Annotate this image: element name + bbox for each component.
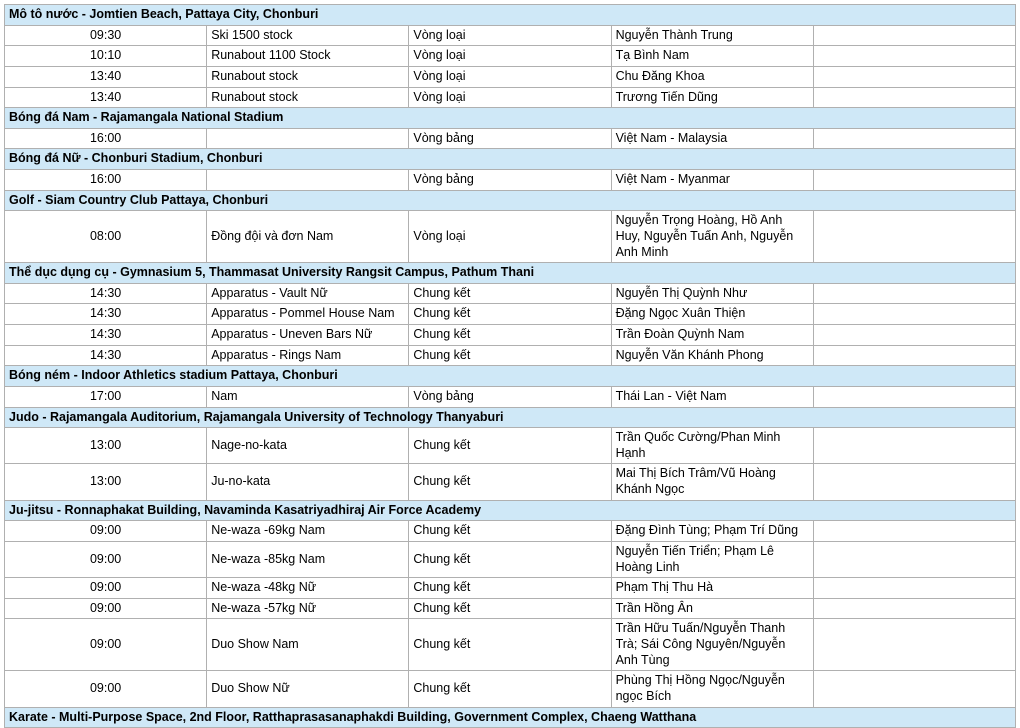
table-row <box>5 464 1016 500</box>
table-row <box>5 66 1016 87</box>
table-row <box>5 325 1016 346</box>
cell-extra <box>813 170 1015 191</box>
cell-extra <box>813 671 1015 707</box>
cell-time: 16:00 <box>5 128 207 149</box>
cell-round: Vòng loại <box>409 46 611 67</box>
table-row <box>5 345 1016 366</box>
competition-schedule-table <box>4 4 1016 728</box>
table-row <box>5 428 1016 464</box>
table-row <box>5 386 1016 407</box>
cell-round: Chung kết <box>409 541 611 577</box>
cell-round: Chung kết <box>409 464 611 500</box>
cell-round: Chung kết <box>409 619 611 671</box>
cell-athletes: Nguyễn Tiến Triển; Phạm Lê Hoàng Linh <box>611 541 813 577</box>
cell-event: Runabout stock <box>207 66 409 87</box>
cell-time: 09:00 <box>5 671 207 707</box>
cell-extra <box>813 428 1015 464</box>
cell-time: 09:00 <box>5 598 207 619</box>
cell-round: Chung kết <box>409 345 611 366</box>
cell-round: Chung kết <box>409 578 611 599</box>
cell-round: Chung kết <box>409 283 611 304</box>
cell-athletes: Đặng Ngọc Xuân Thiện <box>611 304 813 325</box>
section-header-label: Mô tô nước - Jomtien Beach, Pattaya City, Chonburi <box>5 5 1016 26</box>
cell-event: Ju-no-kata <box>207 464 409 500</box>
section-header-row <box>5 707 1016 728</box>
cell-event: Nam <box>207 386 409 407</box>
cell-round: Vòng bảng <box>409 170 611 191</box>
cell-time: 09:00 <box>5 521 207 542</box>
cell-extra <box>813 46 1015 67</box>
cell-athletes: Trương Tiến Dũng <box>611 87 813 108</box>
cell-extra <box>813 541 1015 577</box>
section-header-label: Karate - Multi-Purpose Space, 2nd Floor, Ratthaprasasanaphakdi Building, Government Complex, Chaeng Watthana <box>5 707 1016 728</box>
table-row <box>5 541 1016 577</box>
section-header-label: Golf - Siam Country Club Pattaya, Chonburi <box>5 190 1016 211</box>
cell-round: Vòng loại <box>409 87 611 108</box>
table-row <box>5 128 1016 149</box>
cell-extra <box>813 304 1015 325</box>
cell-time: 14:30 <box>5 325 207 346</box>
cell-athletes: Việt Nam - Myanmar <box>611 170 813 191</box>
cell-round: Vòng loại <box>409 211 611 263</box>
table-row <box>5 671 1016 707</box>
section-header-row <box>5 5 1016 26</box>
cell-round: Chung kết <box>409 304 611 325</box>
cell-extra <box>813 521 1015 542</box>
table-row <box>5 619 1016 671</box>
cell-event: Ski 1500 stock <box>207 25 409 46</box>
section-header-row <box>5 149 1016 170</box>
cell-round: Vòng loại <box>409 66 611 87</box>
section-header-label: Bóng đá Nam - Rajamangala National Stadium <box>5 108 1016 129</box>
cell-time: 17:00 <box>5 386 207 407</box>
cell-athletes: Thái Lan - Việt Nam <box>611 386 813 407</box>
table-row <box>5 598 1016 619</box>
cell-extra <box>813 578 1015 599</box>
cell-event: Ne-waza -85kg Nam <box>207 541 409 577</box>
cell-round: Chung kết <box>409 598 611 619</box>
cell-event: Duo Show Nam <box>207 619 409 671</box>
cell-extra <box>813 619 1015 671</box>
section-header-row <box>5 366 1016 387</box>
cell-time: 14:30 <box>5 304 207 325</box>
cell-athletes: Trần Hồng Ân <box>611 598 813 619</box>
cell-time: 08:00 <box>5 211 207 263</box>
cell-athletes: Phạm Thị Thu Hà <box>611 578 813 599</box>
cell-event: Runabout 1100 Stock <box>207 46 409 67</box>
cell-round: Vòng loại <box>409 25 611 46</box>
section-header-label: Bóng ném - Indoor Athletics stadium Pattaya, Chonburi <box>5 366 1016 387</box>
section-header-label: Judo - Rajamangala Auditorium, Rajamangala University of Technology Thanyaburi <box>5 407 1016 428</box>
cell-round: Vòng bảng <box>409 386 611 407</box>
cell-round: Chung kết <box>409 671 611 707</box>
cell-time: 13:00 <box>5 428 207 464</box>
section-header-row <box>5 190 1016 211</box>
cell-extra <box>813 87 1015 108</box>
cell-event: Đồng đội và đơn Nam <box>207 211 409 263</box>
table-row <box>5 283 1016 304</box>
cell-athletes: Trần Đoàn Quỳnh Nam <box>611 325 813 346</box>
cell-athletes: Nguyễn Thành Trung <box>611 25 813 46</box>
cell-extra <box>813 283 1015 304</box>
cell-time: 16:00 <box>5 170 207 191</box>
cell-athletes: Trần Quốc Cường/Phan Minh Hạnh <box>611 428 813 464</box>
section-header-label: Ju-jitsu - Ronnaphakat Building, Navaminda Kasatriyadhiraj Air Force Academy <box>5 500 1016 521</box>
cell-extra <box>813 211 1015 263</box>
cell-extra <box>813 128 1015 149</box>
cell-athletes: Trần Hữu Tuấn/Nguyễn Thanh Trà; Sái Công Nguyên/Nguyễn Anh Tùng <box>611 619 813 671</box>
cell-athletes: Mai Thị Bích Trâm/Vũ Hoàng Khánh Ngọc <box>611 464 813 500</box>
schedule-table-body <box>5 5 1016 728</box>
cell-round: Chung kết <box>409 325 611 346</box>
table-row <box>5 87 1016 108</box>
cell-event <box>207 170 409 191</box>
cell-time: 09:30 <box>5 25 207 46</box>
cell-event: Duo Show Nữ <box>207 671 409 707</box>
cell-athletes: Nguyễn Trọng Hoàng, Hồ Anh Huy, Nguyễn Tuấn Anh, Nguyễn Anh Minh <box>611 211 813 263</box>
cell-event: Runabout stock <box>207 87 409 108</box>
cell-time: 09:00 <box>5 578 207 599</box>
cell-round: Chung kết <box>409 521 611 542</box>
cell-athletes: Nguyễn Thị Quỳnh Như <box>611 283 813 304</box>
cell-event <box>207 128 409 149</box>
cell-event: Apparatus - Rings Nam <box>207 345 409 366</box>
cell-extra <box>813 325 1015 346</box>
cell-extra <box>813 25 1015 46</box>
cell-extra <box>813 464 1015 500</box>
table-row <box>5 521 1016 542</box>
cell-time: 10:10 <box>5 46 207 67</box>
cell-event: Apparatus - Vault Nữ <box>207 283 409 304</box>
cell-athletes: Tạ Bình Nam <box>611 46 813 67</box>
cell-time: 13:40 <box>5 66 207 87</box>
cell-event: Apparatus - Uneven Bars Nữ <box>207 325 409 346</box>
section-header-row <box>5 500 1016 521</box>
cell-time: 14:30 <box>5 283 207 304</box>
cell-event: Apparatus - Pommel House Nam <box>207 304 409 325</box>
table-row <box>5 170 1016 191</box>
section-header-label: Bóng đá Nữ - Chonburi Stadium, Chonburi <box>5 149 1016 170</box>
cell-athletes: Việt Nam - Malaysia <box>611 128 813 149</box>
cell-event: Ne-waza -69kg Nam <box>207 521 409 542</box>
cell-round: Vòng bảng <box>409 128 611 149</box>
cell-time: 09:00 <box>5 541 207 577</box>
cell-time: 13:40 <box>5 87 207 108</box>
section-header-row <box>5 407 1016 428</box>
cell-athletes: Phùng Thị Hồng Ngọc/Nguyễn ngọc Bích <box>611 671 813 707</box>
cell-time: 09:00 <box>5 619 207 671</box>
cell-event: Nage-no-kata <box>207 428 409 464</box>
table-row <box>5 578 1016 599</box>
section-header-row <box>5 108 1016 129</box>
cell-time: 13:00 <box>5 464 207 500</box>
table-row <box>5 46 1016 67</box>
section-header-row <box>5 263 1016 284</box>
table-row <box>5 304 1016 325</box>
cell-event: Ne-waza -57kg Nữ <box>207 598 409 619</box>
cell-extra <box>813 345 1015 366</box>
table-row <box>5 211 1016 263</box>
cell-athletes: Nguyễn Văn Khánh Phong <box>611 345 813 366</box>
cell-round: Chung kết <box>409 428 611 464</box>
cell-athletes: Chu Đăng Khoa <box>611 66 813 87</box>
cell-athletes: Đặng Đình Tùng; Phạm Trí Dũng <box>611 521 813 542</box>
section-header-label: Thể dục dụng cụ - Gymnasium 5, Thammasat University Rangsit Campus, Pathum Thani <box>5 263 1016 284</box>
cell-time: 14:30 <box>5 345 207 366</box>
cell-extra <box>813 598 1015 619</box>
table-row <box>5 25 1016 46</box>
cell-extra <box>813 386 1015 407</box>
cell-extra <box>813 66 1015 87</box>
cell-event: Ne-waza -48kg Nữ <box>207 578 409 599</box>
